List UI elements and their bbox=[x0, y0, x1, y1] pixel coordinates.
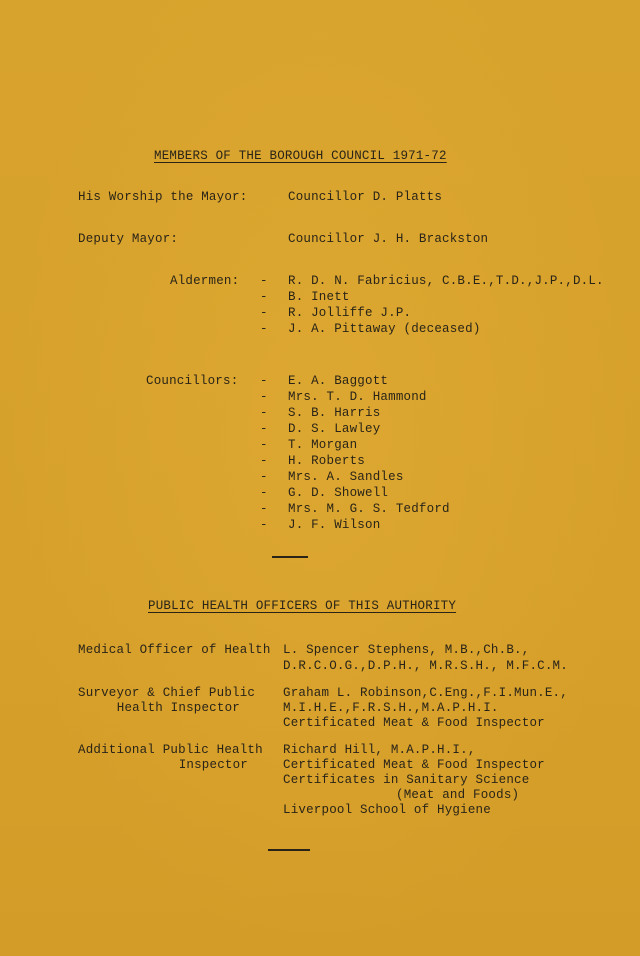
councillor-name: G. D. Showell bbox=[288, 486, 389, 500]
surveyor-label: Surveyor & Chief Public bbox=[78, 686, 256, 700]
dash-marker: - bbox=[260, 502, 268, 516]
dash-marker: - bbox=[260, 518, 268, 532]
additional-inspector-detail-line: Liverpool School of Hygiene bbox=[283, 803, 491, 817]
additional-inspector-detail-line: (Meat and Foods) bbox=[396, 788, 520, 802]
moh-label: Medical Officer of Health bbox=[78, 643, 271, 657]
moh-detail-line: D.R.C.O.G.,D.P.H., M.R.S.H., M.F.C.M. bbox=[283, 659, 568, 673]
councillor-name: S. B. Harris bbox=[288, 406, 381, 420]
councillors-label: Councillors: bbox=[146, 374, 239, 388]
deputy-mayor-value: Councillor J. H. Brackston bbox=[288, 232, 489, 246]
dash-marker: - bbox=[260, 306, 268, 320]
councillor-name: Mrs. M. G. S. Tedford bbox=[288, 502, 450, 516]
councillor-name: E. A. Baggott bbox=[288, 374, 389, 388]
deputy-mayor-label: Deputy Mayor: bbox=[78, 232, 179, 246]
dash-marker: - bbox=[260, 470, 268, 484]
dash-marker: - bbox=[260, 486, 268, 500]
council-heading: MEMBERS OF THE BOROUGH COUNCIL 1971-72 bbox=[154, 149, 447, 163]
councillor-name: D. S. Lawley bbox=[288, 422, 381, 436]
dash-marker: - bbox=[260, 322, 268, 336]
dash-marker: - bbox=[260, 454, 268, 468]
dash-marker: - bbox=[260, 390, 268, 404]
surveyor-detail-line: M.I.H.E.,F.R.S.H.,M.A.P.H.I. bbox=[283, 701, 499, 715]
councillor-name: H. Roberts bbox=[288, 454, 366, 468]
councillor-name: J. F. Wilson bbox=[288, 518, 381, 532]
mayor-value: Councillor D. Platts bbox=[288, 190, 443, 204]
alderman-name: B. Inett bbox=[288, 290, 350, 304]
aldermen-label: Aldermen: bbox=[170, 274, 240, 288]
mayor-label: His Worship the Mayor: bbox=[78, 190, 248, 204]
alderman-name: R. D. N. Fabricius, C.B.E.,T.D.,J.P.,D.L. bbox=[288, 274, 604, 288]
additional-inspector-label: Inspector bbox=[178, 758, 248, 772]
alderman-name: J. A. Pittaway (deceased) bbox=[288, 322, 481, 336]
councillor-name: T. Morgan bbox=[288, 438, 358, 452]
additional-inspector-detail-line: Certificated Meat & Food Inspector bbox=[283, 758, 545, 772]
section-divider bbox=[268, 849, 310, 851]
dash-marker: - bbox=[260, 290, 268, 304]
dash-marker: - bbox=[260, 406, 268, 420]
surveyor-detail-line: Graham L. Robinson,C.Eng.,F.I.Mun.E., bbox=[283, 686, 568, 700]
surveyor-label: Health Inspector bbox=[116, 701, 240, 715]
dash-marker: - bbox=[260, 438, 268, 452]
surveyor-detail-line: Certificated Meat & Food Inspector bbox=[283, 716, 545, 730]
officers-heading: PUBLIC HEALTH OFFICERS OF THIS AUTHORITY bbox=[148, 599, 457, 613]
dash-marker: - bbox=[260, 374, 268, 388]
dash-marker: - bbox=[260, 274, 268, 288]
additional-inspector-label: Additional Public Health bbox=[78, 743, 263, 757]
additional-inspector-detail-line: Richard Hill, M.A.P.H.I., bbox=[283, 743, 476, 757]
alderman-name: R. Jolliffe J.P. bbox=[288, 306, 412, 320]
section-divider bbox=[272, 556, 308, 558]
councillor-name: Mrs. T. D. Hammond bbox=[288, 390, 427, 404]
dash-marker: - bbox=[260, 422, 268, 436]
additional-inspector-detail-line: Certificates in Sanitary Science bbox=[283, 773, 530, 787]
moh-detail-line: L. Spencer Stephens, M.B.,Ch.B., bbox=[283, 643, 530, 657]
councillor-name: Mrs. A. Sandles bbox=[288, 470, 404, 484]
